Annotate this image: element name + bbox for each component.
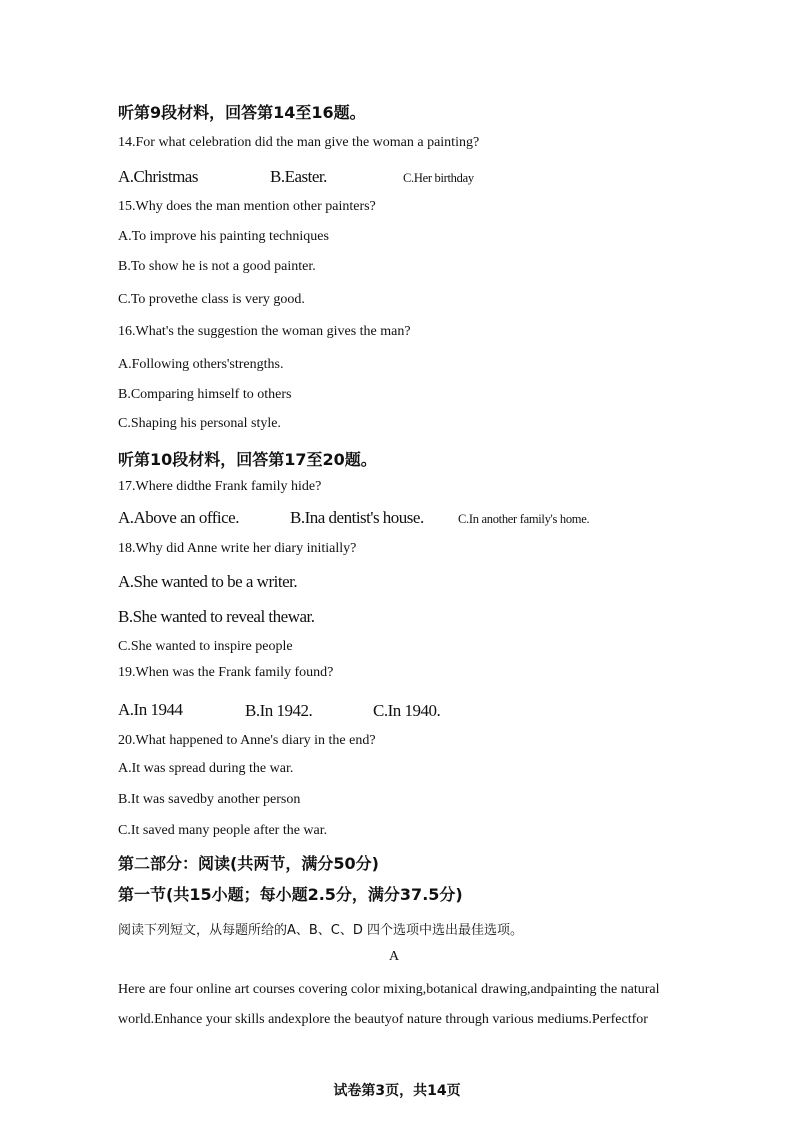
q20-option-b: B.It was savedby another person <box>118 792 301 807</box>
passage-line-2: world.Enhance your skills andexplore the beautyof nature through various mediums.Perfectfor <box>118 1012 648 1027</box>
q16-option-a: A.Following others'strengths. <box>118 357 284 372</box>
q16-question: 16.What's the suggestion the woman gives the man? <box>118 324 411 339</box>
q15-option-c: C.To provethe class is very good. <box>118 292 305 307</box>
q17-question: 17.Where didthe Frank family hide? <box>118 479 322 494</box>
q14-option-a: A.Christmas <box>118 167 198 186</box>
q16-option-c: C.Shaping his personal style. <box>118 416 281 431</box>
page-footer: 试卷第3页，共14页 <box>333 1083 461 1099</box>
q17-option-a: A.Above an office. <box>118 508 239 527</box>
q14-option-b: B.Easter. <box>270 167 327 186</box>
q18-question: 18.Why did Anne write her diary initially? <box>118 541 357 556</box>
q15-option-a: A.To improve his painting techniques <box>118 229 329 244</box>
q19-option-b: B.In 1942. <box>245 701 313 720</box>
q20-option-a: A.It was spread during the war. <box>118 761 294 776</box>
q19-option-a: A.In 1944 <box>118 700 183 719</box>
instructions: 阅读下列短文，从每题所给的A、B、C、D 四个选项中选出最佳选项。 <box>118 923 524 938</box>
q17-option-b: B.Ina dentist's house. <box>290 508 424 527</box>
q19-option-c: C.In 1940. <box>373 701 441 720</box>
q15-question: 15.Why does the man mention other painters? <box>118 199 376 214</box>
passage-label: A <box>389 949 400 964</box>
q19-question: 19.When was the Frank family found? <box>118 665 334 680</box>
q17-option-c: C.In another family's home. <box>458 512 590 526</box>
q18-option-c: C.She wanted to inspire people <box>118 639 293 654</box>
q14-question: 14.For what celebration did the man give the woman a painting? <box>118 135 480 150</box>
part2-heading: 第二部分：阅读(共两节，满分50分) <box>118 854 379 873</box>
q20-question: 20.What happened to Anne's diary in the end? <box>118 733 376 748</box>
q15-option-b: B.To show he is not a good painter. <box>118 259 316 274</box>
section1-heading: 第一节(共15小题；每小题2.5分，满分37.5分) <box>118 885 463 904</box>
passage-line-1: Here are four online art courses covering color mixing,botanical drawing,andpainting the natural <box>118 982 660 997</box>
section10-heading: 听第10段材料，回答第17至20题。 <box>118 450 377 469</box>
q20-option-c: C.It saved many people after the war. <box>118 823 328 838</box>
q16-option-b: B.Comparing himself to others <box>118 387 292 402</box>
section9-heading: 听第9段材料，回答第14至16题。 <box>118 103 366 122</box>
q14-option-c: C.Her birthday <box>403 171 474 185</box>
q18-option-a: A.She wanted to be a writer. <box>118 572 298 591</box>
q18-option-b: B.She wanted to reveal thewar. <box>118 607 315 626</box>
